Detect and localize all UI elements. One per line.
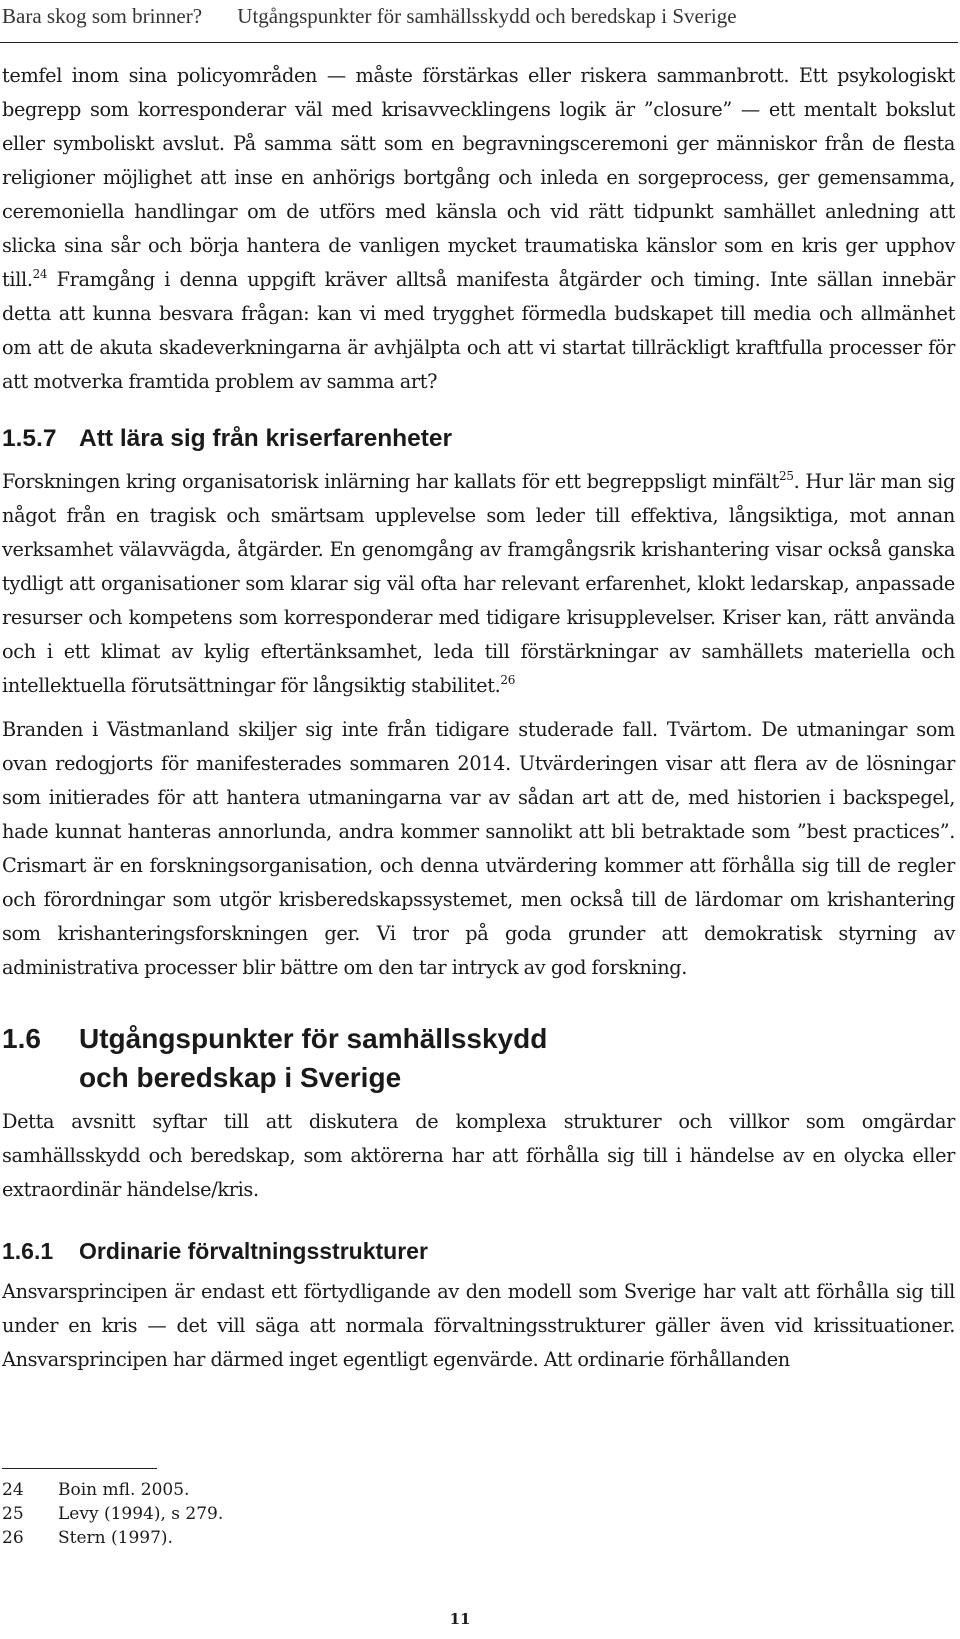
footnote-ref-24[interactable]: 24 xyxy=(32,266,48,281)
paragraph-text: . Hur lär man sig något från en tragisk och smärtsam upplevelse som leder till effektiva, långsiktiga, mot annan verksamhet välavvägda, åtgärder. En genomgång av framgångsrik krishantering visar också ganska tydligt att organisationer som klarar sig väl ofta har relevant erfarenhet, klokt ledarskap, anpassade resurser och kompetens som korresponderar med tidigare krisupplevelser. Kriser kan, rätt använda och i ett klimat av kylig eftertänksamhet, leda till förstärkningar av samhällets materiella och intellektuella förutsättningar för långsiktig stabilitet. xyxy=(2,470,955,697)
paragraph-closure xyxy=(2,59,955,399)
paragraph-section-intro: Detta avsnitt syftar till att diskutera de komplexa strukturer och villkor som omgärdar samhällsskydd och beredskap, som aktörerna har att förhålla sig till i händelse av en olycka eller extraordinär händelse/kris. xyxy=(2,1110,955,1201)
heading-number: 1.6 xyxy=(2,1023,41,1054)
heading-title-line-1: Utgångspunkter för samhällsskydd xyxy=(79,1023,548,1054)
footnote-24 xyxy=(2,1478,223,1502)
heading-1-6 xyxy=(2,1019,955,1097)
footnote-ref-25[interactable]: 25 xyxy=(779,468,794,483)
header-rule xyxy=(0,42,958,43)
footnote-25 xyxy=(2,1502,223,1526)
footnotes xyxy=(2,1478,223,1550)
heading-1-6-1 xyxy=(2,1235,955,1267)
footnote-number: 24 xyxy=(2,1480,24,1500)
body-text xyxy=(2,59,955,1377)
header-chapter-title: Utgångspunkter för samhällsskydd och beredskap i Sverige xyxy=(237,4,737,28)
heading-number: 1.5.7 xyxy=(2,425,57,452)
heading-title-line-2: och beredskap i Sverige xyxy=(79,1062,402,1093)
heading-1-5-7 xyxy=(2,423,955,455)
header-book-title: Bara skog som brinner? xyxy=(2,4,203,28)
heading-title: Ordinarie förvaltningsstrukturer xyxy=(79,1238,428,1264)
footnote-number: 26 xyxy=(2,1528,24,1548)
footnote-text: Stern (1997). xyxy=(58,1528,173,1548)
paragraph-text: Forskningen kring organisatorisk inlärning har kallats för ett begreppsligt minfält xyxy=(2,470,780,493)
footnote-rule xyxy=(2,1468,157,1469)
paragraph-text: temfel inom sina policyområden — måste förstärkas eller riskera sammanbrott. Ett psykologiskt begrepp som korresponderar väl med krisavvecklingens logik är ”closure” — ett mentalt bokslut eller symboliskt avslut. På samma sätt som en begravningsceremoni ger människor från de flesta religioner möjlighet att inse en anhörigs bortgång och inleda en sorgeprocess, ger gemensamma, ceremoniella handlingar om de utförs med känsla och vid rätt tidpunkt samhället anledning att slicka sina sår och börja hantera de vanligen mycket traumatiska känslor som en kris ger upphov till. xyxy=(2,64,955,291)
page-number: 11 xyxy=(449,1610,471,1628)
heading-title: Att lära sig från kriserfarenheter xyxy=(79,425,453,452)
paragraph-ansvarsprincipen: Ansvarsprincipen är endast ett förtydligande av den modell som Sverige har valt att förhålla sig till under en kris — det vill säga att normala förvaltningsstrukturer gäller även vid krissituationer. Ansvarsprincipen har därmed inget egentligt egenvärde. Att ordinarie förhållanden xyxy=(2,1280,955,1371)
footnote-26 xyxy=(2,1526,223,1550)
paragraph-learning xyxy=(2,465,955,703)
heading-title xyxy=(79,1019,547,1097)
running-header xyxy=(2,3,958,30)
heading-number: 1.6.1 xyxy=(2,1238,54,1264)
paragraph-vastmanland: Branden i Västmanland skiljer sig inte från tidigare studerade fall. Tvärtom. De utmaningar som ovan redogjorts för manifesterades sommaren 2014. Utvärderingen visar att flera av de lösningar som initierades för att hantera utmaningarna var av sådan art att de, med historien i backspegel, hade kunnat hanteras annorlunda, andra kommer sannolikt att bli betraktade som ”best practices”. Crismart är en forskningsorganisation, och denna utvärdering kommer att förhålla sig till de regler och förordningar som utgör krisberedskapssystemet, men också till de lärdomar om krishantering som krishanteringsforskningen ger. Vi tror på goda grunder att demokratisk styrning av administrativa processer blir bättre om den tar intryck av god forskning. xyxy=(2,718,955,979)
footnote-text: Levy (1994), s 279. xyxy=(58,1504,224,1524)
footnote-ref-26[interactable]: 26 xyxy=(500,672,515,687)
footnote-text: Boin mfl. 2005. xyxy=(58,1480,190,1500)
paragraph-text: Framgång i denna uppgift kräver alltså manifesta åtgärder och timing. Inte sällan innebär detta att kunna besvara frågan: kan vi med trygghet förmedla budskapet till media och allmänhet om att de akuta skadeverkningarna är avhjälpta och att vi startat tillräckligt kraftfulla processer för att motverka framtida problem av samma art? xyxy=(2,268,955,393)
footnote-number: 25 xyxy=(2,1504,24,1524)
